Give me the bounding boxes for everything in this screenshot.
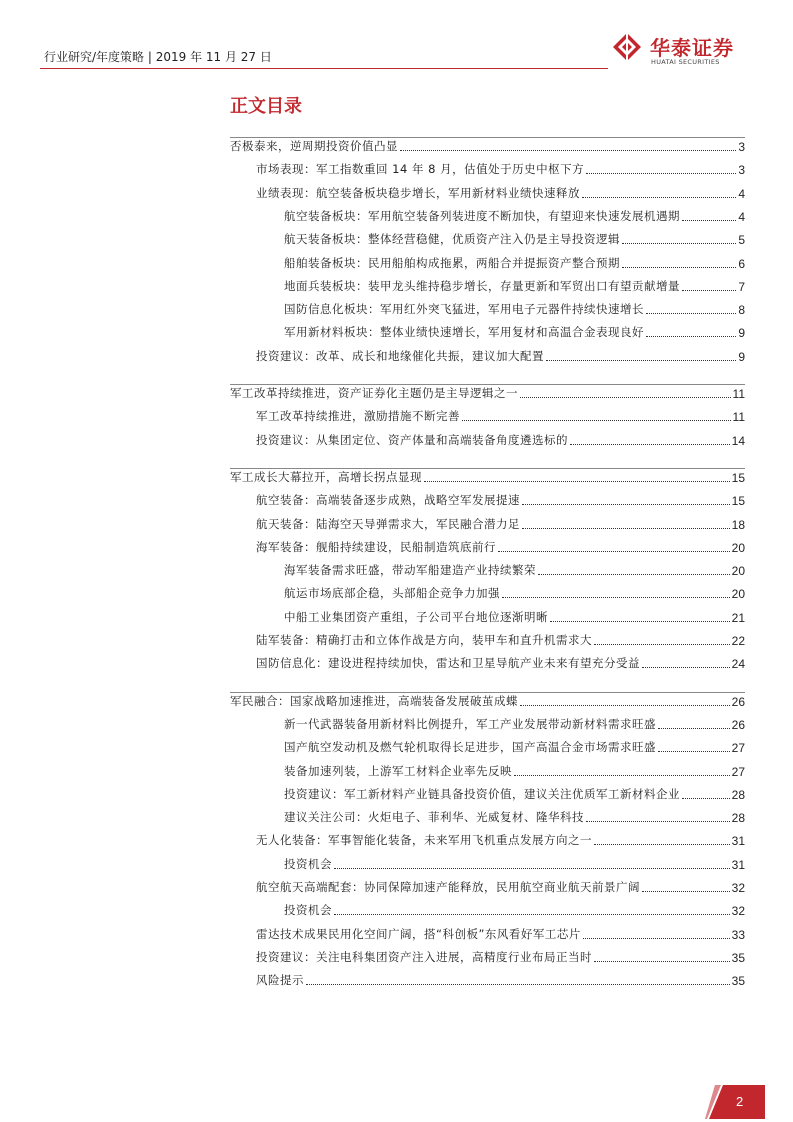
toc-entry-level-3[interactable]: [284, 278, 745, 294]
toc-dot-leader: [522, 503, 730, 505]
toc-entry-title: 风险提示: [256, 973, 304, 988]
toc-entry-level-3[interactable]: [284, 208, 745, 224]
toc-entry-title: 海军装备需求旺盛，带动军船建造产业持续繁荣: [284, 563, 536, 578]
toc-entry-page: 31: [731, 857, 745, 872]
toc-entry-title: 投资建议：从集团定位、资产体量和高端装备角度遴选标的: [256, 432, 568, 447]
toc-entry-level-3[interactable]: [284, 255, 745, 271]
toc-entry-title: 航天装备：陆海空天导弹需求大，军民融合潜力足: [256, 516, 520, 531]
toc-entry-title: 雷达技术成果民用化空间广阔，搭“科创板”东风看好军工芯片: [256, 926, 581, 941]
toc-entry-title: 装备加速列装，上游军工材料企业率先反映: [284, 763, 512, 778]
toc-dot-leader: [334, 913, 730, 915]
toc-entry-page: 28: [731, 811, 745, 826]
toc-entry-page: 4: [738, 209, 745, 224]
toc-dot-leader: [586, 172, 736, 174]
toc-entry-title: 军工改革持续推进，激励措施不断完善: [256, 409, 460, 424]
toc-entry-title: 建议关注公司：火炬电子、菲利华、光威复材、隆华科技: [284, 810, 584, 825]
toc-dot-leader: [424, 480, 730, 482]
toc-entry-level-3[interactable]: [284, 786, 745, 802]
toc-dot-leader: [594, 643, 730, 645]
toc-entry-title: 投资建议：改革、成长和地缘催化共振，建议加大配置: [256, 348, 544, 363]
toc-entry-page: 8: [738, 303, 745, 318]
toc-entry-level-3[interactable]: [284, 301, 745, 317]
toc-entry-page: 9: [738, 349, 745, 364]
toc-dot-leader: [682, 289, 736, 291]
toc-entry-title: 航空装备：高端装备逐步成熟，战略空军发展提速: [256, 493, 520, 508]
toc-entry-level-2[interactable]: [256, 879, 745, 895]
toc-title: 正文目录: [230, 96, 302, 117]
toc-entry-page: 24: [731, 657, 745, 672]
toc-dot-leader: [538, 573, 730, 575]
toc-entry-level-2[interactable]: [256, 408, 745, 424]
toc-dot-leader: [646, 335, 736, 337]
toc-entry-page: 22: [731, 634, 745, 648]
toc-entry-level-3[interactable]: [284, 809, 745, 825]
toc-entry-level-2[interactable]: [256, 539, 745, 555]
toc-dot-leader: [658, 727, 730, 729]
toc-entry-title: 国防信息化：建设进程持续加快，雷达和卫星导航产业未来有望充分受益: [256, 656, 640, 671]
toc-entry-page: 27: [731, 764, 745, 779]
toc-entry-level-2[interactable]: [256, 161, 745, 177]
toc-entry-page: 6: [738, 256, 745, 271]
toc-entry-page: 11: [732, 387, 745, 401]
toc-entry-title: 军工成长大幕拉开，高增长拐点显现: [230, 469, 422, 484]
toc-entry-level-3[interactable]: [284, 716, 745, 732]
toc-entry-page: 11: [732, 410, 745, 425]
toc-entry-title: 军用新材料板块：整体业绩快速增长，军用复材和高温合金表现良好: [284, 325, 644, 340]
toc-entry-level-1[interactable]: [230, 385, 745, 401]
toc-entry-title: 中船工业集团资产重组，子公司平台地位逐渐明晰: [284, 609, 548, 624]
toc-entry-level-3[interactable]: [284, 902, 745, 918]
toc-entry-level-1[interactable]: [230, 138, 745, 154]
toc-entry-level-2[interactable]: [256, 516, 745, 532]
toc-entry-page: 27: [731, 741, 745, 756]
toc-dot-leader: [582, 196, 736, 198]
toc-entry-level-2[interactable]: [256, 949, 745, 965]
toc-entry-level-2[interactable]: [256, 655, 745, 671]
toc-entry-page: 33: [731, 927, 745, 942]
toc-entry-title: 海军装备：舰船持续建设，民船制造筑底前行: [256, 539, 496, 554]
toc-entry-page: 35: [731, 950, 745, 965]
toc-entry-page: 15: [731, 470, 745, 485]
toc-entry-page: 4: [738, 186, 745, 201]
toc-entry-level-3[interactable]: [284, 763, 745, 779]
toc-dot-leader: [306, 983, 730, 985]
toc-entry-page: 21: [731, 610, 745, 625]
toc-entry-title: 军工改革持续推进，资产证券化主题仍是主导逻辑之一: [230, 386, 518, 400]
toc-dot-leader: [334, 867, 730, 869]
toc-entry-level-3[interactable]: [284, 562, 745, 578]
toc-dot-leader: [514, 774, 730, 776]
toc-entry-level-2[interactable]: [256, 926, 745, 942]
toc-dot-leader: [658, 750, 730, 752]
toc-entry-page: 5: [738, 233, 745, 248]
toc-entry-level-3[interactable]: [284, 739, 745, 755]
toc-entry-level-1[interactable]: [230, 693, 745, 709]
toc-entry-level-3[interactable]: [284, 585, 745, 601]
toc-entry-level-2[interactable]: [256, 348, 745, 364]
toc-entry-page: 35: [731, 974, 745, 989]
toc-entry-level-2[interactable]: [256, 432, 745, 448]
toc-dot-leader: [502, 596, 730, 598]
toc-entry-level-1[interactable]: [230, 469, 745, 485]
toc-dot-leader: [646, 312, 736, 314]
toc-entry-title: 国产航空发动机及燃气轮机取得长足进步，国产高温合金市场需求旺盛: [284, 740, 656, 755]
toc-entry-title: 否极泰来，逆周期投资价值凸显: [230, 139, 398, 153]
toc-entry-title: 陆军装备：精确打击和立体作战是方向，装甲车和直升机需求大: [256, 633, 592, 647]
toc-entry-page: 32: [731, 904, 745, 919]
toc-entry-page: 26: [731, 717, 745, 732]
toc-entry-page: 20: [731, 540, 745, 555]
toc-entry-title: 航空航天高端配套：协同保障加速产能释放，民用航空商业航天前景广阔: [256, 880, 640, 894]
toc-dot-leader: [682, 797, 730, 799]
toc-entry-title: 市场表现：军工指数重回 14 年 8 月，估值处于历史中枢下方: [256, 162, 585, 177]
toc-dot-leader: [594, 960, 730, 962]
page-number-badge: [705, 1085, 765, 1119]
toc-entry-level-2[interactable]: [256, 632, 745, 648]
toc-entry-level-3[interactable]: [284, 609, 745, 625]
toc-dot-leader: [520, 396, 731, 398]
toc-dot-leader: [642, 666, 730, 668]
toc-entry-title: 无人化装备：军事智能化装备，未来军用飞机重点发展方向之一: [256, 833, 592, 848]
toc-entry-page: 26: [731, 694, 745, 709]
toc-dot-leader: [520, 704, 730, 706]
toc-entry-page: 15: [731, 494, 745, 509]
toc-dot-leader: [594, 843, 730, 845]
toc-entry-page: 7: [738, 279, 745, 294]
toc-dot-leader: [550, 620, 730, 622]
toc-entry-title: 投资机会: [284, 856, 332, 871]
toc-entry-title: 地面兵装板块：装甲龙头维持稳步增长，存量更新和军贸出口有望贡献增量: [284, 278, 680, 293]
toc-entry-page: 28: [731, 787, 745, 802]
header-breadcrumb: 行业研究/年度策略 | 2019 年 11 月 27 日: [44, 50, 272, 64]
toc-entry-level-3[interactable]: [284, 324, 745, 340]
toc-dot-leader: [522, 527, 730, 529]
toc-entry-level-2[interactable]: [256, 972, 745, 988]
toc-dot-leader: [622, 242, 736, 244]
toc-dot-leader: [462, 419, 731, 421]
toc-entry-page: 20: [731, 587, 745, 602]
toc-entry-page: 9: [738, 326, 745, 341]
toc-dot-leader: [546, 359, 736, 361]
toc-entry-title: 投资建议：军工新材料产业链具备投资价值，建议关注优质军工新材料企业: [284, 786, 680, 801]
toc-entry-title: 航空装备板块：军用航空装备列装进度不断加快，有望迎来快速发展机遇期: [284, 208, 680, 223]
brand-name-en: HUATAI SECURITIES: [651, 58, 720, 66]
toc-dot-leader: [400, 149, 736, 151]
toc-entry-title: 投资建议：关注电科集团资产注入进展，高精度行业布局正当时: [256, 949, 592, 964]
toc-entry-page: 32: [731, 881, 745, 895]
toc-dot-leader: [622, 266, 736, 268]
toc-dot-leader: [570, 443, 730, 445]
toc-dot-leader: [583, 937, 730, 939]
toc-entry-title: 国防信息化板块：军用红外突飞猛进，军用电子元器件持续快速增长: [284, 302, 644, 317]
page-badge-shape: [705, 1085, 765, 1119]
toc-entry-title: 军民融合：国家战略加速推进，高端装备发展破茧成蝶: [230, 693, 518, 708]
toc-entry-title: 投资机会: [284, 903, 332, 918]
toc-entry-title: 船舶装备板块：民用船舶构成拖累，两船合并提振资产整合预期: [284, 255, 620, 270]
toc-entry-level-3[interactable]: [284, 231, 745, 247]
toc-dot-leader: [586, 820, 730, 822]
toc-entry-page: 3: [738, 140, 745, 154]
toc-entry-level-3[interactable]: [284, 856, 745, 872]
toc-dot-leader: [682, 219, 736, 221]
toc-entry-title: 新一代武器装备用新材料比例提升，军工产业发展带动新材料需求旺盛: [284, 716, 656, 731]
toc-entry-title: 航运市场底部企稳，头部船企竞争力加强: [284, 586, 500, 601]
toc-entry-page: 3: [738, 163, 745, 178]
toc-dot-leader: [498, 550, 730, 552]
brand-name-cn: 华泰证券: [650, 36, 734, 60]
toc-entry-title: 航天装备板块：整体经营稳健，优质资产注入仍是主导投资逻辑: [284, 232, 620, 247]
toc-entry-page: 31: [731, 834, 745, 849]
toc-dot-leader: [642, 890, 730, 892]
toc-entry-page: 18: [731, 517, 745, 532]
toc-entry-page: 14: [731, 433, 745, 448]
page-number: 2: [736, 1094, 744, 1109]
toc-entry-title: 业绩表现：航空装备板块稳步增长，军用新材料业绩快速释放: [256, 185, 580, 200]
toc-entry-level-2[interactable]: [256, 832, 745, 848]
toc-entry-level-2[interactable]: [256, 492, 745, 508]
toc-entry-page: 20: [731, 564, 745, 579]
toc-entry-level-2[interactable]: [256, 185, 745, 201]
